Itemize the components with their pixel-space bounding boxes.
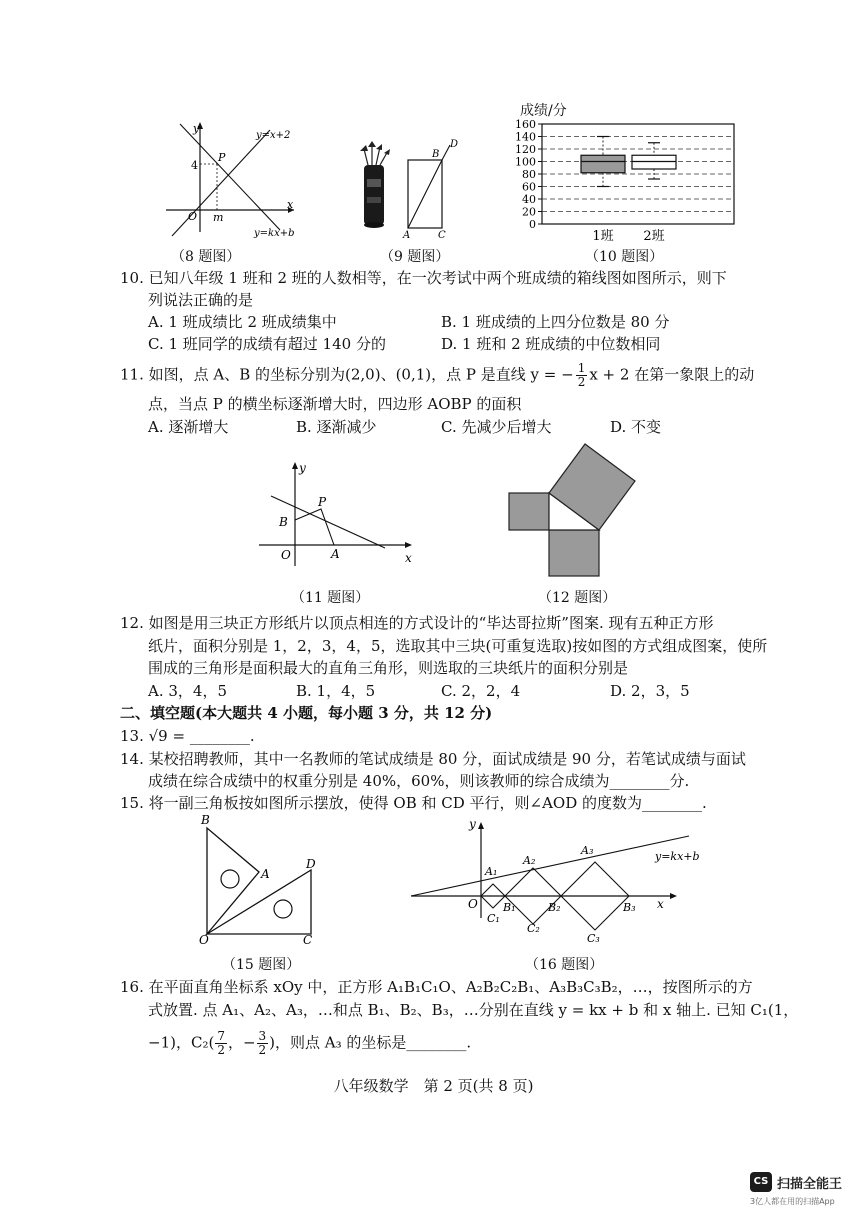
frac-den: 2 <box>258 1043 267 1057</box>
label-B: B <box>279 515 288 529</box>
q16-text-a: −1)，C₂( <box>148 1033 215 1052</box>
brand-tagline: 3亿人都在用的扫描App <box>750 1197 835 1206</box>
label-m: m <box>213 211 224 224</box>
label-C1: C₁ <box>487 912 500 925</box>
q11-fraction <box>576 362 588 389</box>
figure-15 <box>195 812 330 947</box>
q11-text-b: x + 2 在第一象限上的动 <box>589 365 755 384</box>
label-O: O <box>188 210 198 223</box>
frac-den: 2 <box>217 1043 225 1057</box>
label-C2: C₂ <box>527 922 540 935</box>
q16-fraction-1 <box>215 1030 227 1057</box>
label-x: x <box>287 198 294 211</box>
label-4: 4 <box>191 159 198 172</box>
box-1 <box>581 155 625 173</box>
figure-8 <box>160 118 300 243</box>
q11-line1 <box>120 362 754 389</box>
q14-line1: 14. 某校招聘教师，其中一名教师的笔试成绩是 80 分，面试成绩是 90 分，若笔试成绩与面试 <box>120 750 746 768</box>
y-tick-label: 0 <box>529 218 536 231</box>
q16-fraction-2 <box>257 1030 269 1057</box>
label-line2: y=kx+b <box>254 228 295 239</box>
q14-line2: 成绩在综合成绩中的权重分别是 40%，60%，则该教师的综合成绩为________分. <box>148 772 690 790</box>
brand-name: 扫描全能王 <box>777 1176 843 1192</box>
frac-num: 7 <box>217 1029 225 1043</box>
label-A: A <box>331 547 340 561</box>
label-B3: B₃ <box>623 901 636 914</box>
q12-option-a: A. 3，4，5 <box>148 682 227 700</box>
box-plot-chart <box>506 118 738 243</box>
page-footer: 八年级数学 第 2 页(共 8 页) <box>333 1077 534 1095</box>
square-left <box>509 493 549 530</box>
label-B: B <box>201 813 210 827</box>
q12-line3: 围成的三角形是面积最大的直角三角形，则选取的三块纸片的面积分别是 <box>148 659 629 677</box>
caption-fig12: （12 题图） <box>538 590 617 606</box>
y-tick-label: 80 <box>522 168 536 181</box>
q11-option-a: A. 逐渐增大 <box>148 418 229 436</box>
box-2 <box>632 155 676 169</box>
q15: 15. 将一副三角板按如图所示摆放，使得 OB 和 CD 平行，则∠AOD 的度数为________. <box>120 794 707 812</box>
q11-text-a: 11. 如图，点 A、B 的坐标分别为(2,0)、(0,1)，点 P 是直线 y = − <box>120 365 574 384</box>
y-tick-label: 100 <box>515 155 536 169</box>
y-tick-label: 160 <box>515 118 536 131</box>
q11-line2: 点，当点 P 的横坐标逐渐增大时，四边形 AOBP 的面积 <box>148 395 522 413</box>
label-y: y <box>193 122 200 135</box>
label-P: P <box>218 151 226 164</box>
q16-line3 <box>148 1030 471 1057</box>
x-category-label: 1班 <box>592 229 614 243</box>
q10-option-c: C. 1 班同学的成绩有超过 140 分的 <box>148 335 386 353</box>
label-O: O <box>281 548 291 562</box>
q12-option-c: C. 2，2，4 <box>441 682 521 700</box>
label-A1: A₁ <box>485 865 498 878</box>
x-category-label: 2班 <box>643 229 665 243</box>
q12-option-d: D. 2，3，5 <box>610 682 690 700</box>
q16-line2: 式放置. 点 A₁、A₂、A₃，…和点 B₁、B₂、B₃，…分别在直线 y = kx + b 和 x 轴上. 已知 C₁(1， <box>148 1001 799 1019</box>
label-A: A <box>403 230 411 240</box>
label-y: y <box>299 461 306 475</box>
label-x: x <box>657 897 664 911</box>
line-y-kx-plus-b <box>411 836 689 896</box>
label-y: y <box>469 818 476 831</box>
label-D: D <box>306 857 316 871</box>
label-C: C <box>438 230 446 240</box>
label-A2: A₂ <box>523 854 536 867</box>
caption-fig16: （16 题图） <box>525 957 604 973</box>
q13: 13. √9 = ________. <box>120 727 255 745</box>
frac-den: 2 <box>577 375 586 389</box>
section-heading: 二、填空题(本大题共 4 小题，每小题 3 分，共 12 分) <box>120 704 493 722</box>
label-line: y=kx+b <box>655 850 700 863</box>
q10-line1: 10. 已知八年级 1 班和 2 班的人数相等，在一次考试中两个班成绩的箱线图如图所示，则下 <box>120 269 727 287</box>
label-A3: A₃ <box>581 844 594 857</box>
label-C: C <box>303 933 313 947</box>
frac-num: 1 <box>577 361 586 375</box>
y-tick-label: 40 <box>522 193 536 206</box>
quadrilateral-AOBP <box>295 509 334 545</box>
label-O: O <box>199 933 209 947</box>
y-tick-label: 20 <box>522 205 536 219</box>
triangle-ruler-2 <box>207 870 311 934</box>
q12-line2: 纸片，面积分别是 1，2，3，4，5，选取其中三块(可重复选取)按如图的方式组成图案，使所 <box>148 637 768 655</box>
q11-option-d: D. 不变 <box>610 418 662 436</box>
q10-option-d: D. 1 班和 2 班成绩的中位数相同 <box>441 335 661 353</box>
caption-fig8: （8 题图） <box>171 249 241 265</box>
caption-fig11: （11 题图） <box>291 590 370 606</box>
label-O: O <box>468 897 478 911</box>
chart-title: 成绩/分 <box>520 103 567 119</box>
label-P: P <box>318 495 327 509</box>
q10-option-a: A. 1 班成绩比 2 班成绩集中 <box>148 313 337 331</box>
q16-text-c: )，则点 A₃ 的坐标是________. <box>269 1033 472 1052</box>
line-y <box>271 496 385 548</box>
q12-option-b: B. 1，4，5 <box>296 682 376 700</box>
y-tick-label: 60 <box>522 180 536 194</box>
figure-9 <box>350 135 465 240</box>
label-B1: B₁ <box>503 901 516 914</box>
label-x: x <box>405 551 412 565</box>
label-B2: B₂ <box>548 901 561 914</box>
frac-num: 3 <box>258 1029 267 1043</box>
caption-fig10: （10 题图） <box>585 249 664 265</box>
cs-logo-icon: CS <box>750 1172 772 1192</box>
figure-11 <box>255 458 420 573</box>
q16-text-b: ，− <box>227 1033 256 1052</box>
scanner-watermark <box>750 1172 842 1207</box>
q16-line1: 16. 在平面直角坐标系 xOy 中，正方形 A₁B₁C₁O、A₂B₂C₂B₁、A₃B₃C₃B₂，…，按图所示的方 <box>120 978 753 996</box>
q11-option-c: C. 先减少后增大 <box>441 418 552 436</box>
q10-line2: 列说法正确的是 <box>148 291 254 309</box>
q11-option-b: B. 逐渐减少 <box>296 418 377 436</box>
label-D: D <box>450 139 459 150</box>
caption-fig15: （15 题图） <box>222 957 301 973</box>
label-C3: C₃ <box>587 932 600 945</box>
y-tick-label: 140 <box>515 130 536 144</box>
label-line1: y=x+2 <box>256 130 291 141</box>
figure-12 <box>505 438 645 578</box>
label-A: A <box>261 867 270 881</box>
caption-fig9: （9 题图） <box>380 249 450 265</box>
label-B: B <box>432 149 440 160</box>
quiver-icon <box>360 141 390 228</box>
q12-line1: 12. 如图是用三块正方形纸片以顶点相连的方式设计的“毕达哥拉斯”图案. 现有五种正方形 <box>120 614 714 632</box>
q10-option-b: B. 1 班成绩的上四分位数是 80 分 <box>441 313 670 331</box>
square-bottom <box>549 530 599 576</box>
y-tick-label: 120 <box>515 143 536 156</box>
figure-16 <box>405 818 710 953</box>
